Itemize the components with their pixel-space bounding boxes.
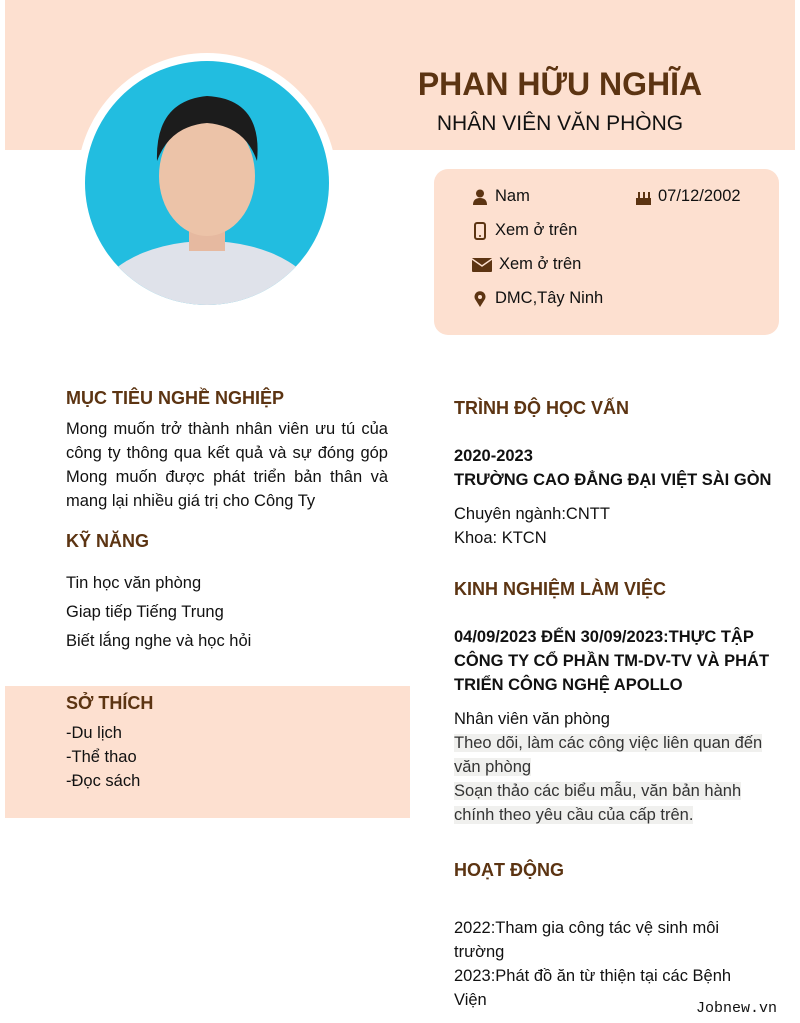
objective-text: Mong muốn trở thành nhân viên ưu tú của công ty thông qua kết quả và sự đóng góp Mong muốn được phát triển bản thân và mang lại nhiều giá trị cho Công Ty	[66, 420, 388, 510]
education-years: 2020-2023	[454, 447, 533, 465]
education-school: TRƯỜNG CAO ĐẲNG ĐẠI VIỆT SÀI GÒN	[454, 471, 772, 489]
address: DMC,Tây Ninh	[495, 289, 604, 307]
birthday: 07/12/2002	[658, 187, 741, 205]
duty-item: Theo dõi, làm các công việc liên quan đến văn phòng	[454, 734, 763, 776]
activities-heading: HOẠT ĐỘNG	[454, 860, 564, 880]
education-major: Chuyên ngành:CNTT	[454, 505, 610, 523]
user-icon	[472, 189, 488, 205]
hobbies-list	[66, 721, 140, 793]
birthday-cake-icon	[635, 189, 651, 205]
activity-item: 2023:Phát đồ ăn từ thiện tại các Bệnh Viện	[454, 967, 732, 1009]
hobby-item: -Thể thao	[66, 748, 137, 766]
skills-list	[66, 569, 251, 656]
objective-heading: MỤC TIÊU NGHỀ NGHIỆP	[66, 388, 285, 408]
education-faculty: Khoa: KTCN	[454, 529, 547, 547]
hobbies-heading: SỞ THÍCH	[66, 693, 154, 713]
experience-position: Nhân viên văn phòng	[454, 710, 610, 728]
profile-photo	[77, 53, 337, 313]
duty-item: Soạn thảo các biểu mẫu, văn bản hành chính theo yêu cầu của cấp trên.	[454, 782, 742, 824]
footer-watermark: Jobnew.vn	[695, 1000, 777, 1017]
skill-item: Biết lắng nghe và học hỏi	[66, 632, 252, 650]
education-heading: TRÌNH ĐỘ HỌC VẤN	[454, 398, 629, 418]
gender: Nam	[495, 187, 530, 205]
experience-duties	[454, 731, 780, 827]
email: Xem ở trên	[499, 255, 582, 273]
experience-title: 04/09/2023 ĐẾN 30/09/2023:THỰC TẬP CÔNG TY CỔ PHẦN TM-DV-TV VÀ PHÁT TRIỂN CÔNG NGHỆ APOLLO	[454, 628, 770, 694]
phone: Xem ở trên	[495, 221, 578, 239]
skill-item: Giap tiếp Tiếng Trung	[66, 603, 224, 621]
contact-info-box	[434, 169, 779, 335]
hobby-item: -Du lịch	[66, 724, 122, 742]
experience-heading: KINH NGHIỆM LÀM VIỆC	[454, 579, 667, 599]
skills-heading: KỸ NĂNG	[66, 531, 150, 551]
skill-item: Tin học văn phòng	[66, 574, 202, 592]
location-pin-icon	[472, 291, 488, 307]
phone-icon	[472, 223, 488, 239]
hobby-item: -Đọc sách	[66, 772, 141, 790]
job-title: NHÂN VIÊN VĂN PHÒNG	[436, 112, 684, 135]
email-icon	[472, 257, 492, 273]
activity-item: 2022:Tham gia công tác vệ sinh môi trường	[454, 919, 720, 961]
candidate-name: PHAN HỮU NGHĨA	[417, 66, 703, 102]
activities-list	[454, 916, 764, 1012]
